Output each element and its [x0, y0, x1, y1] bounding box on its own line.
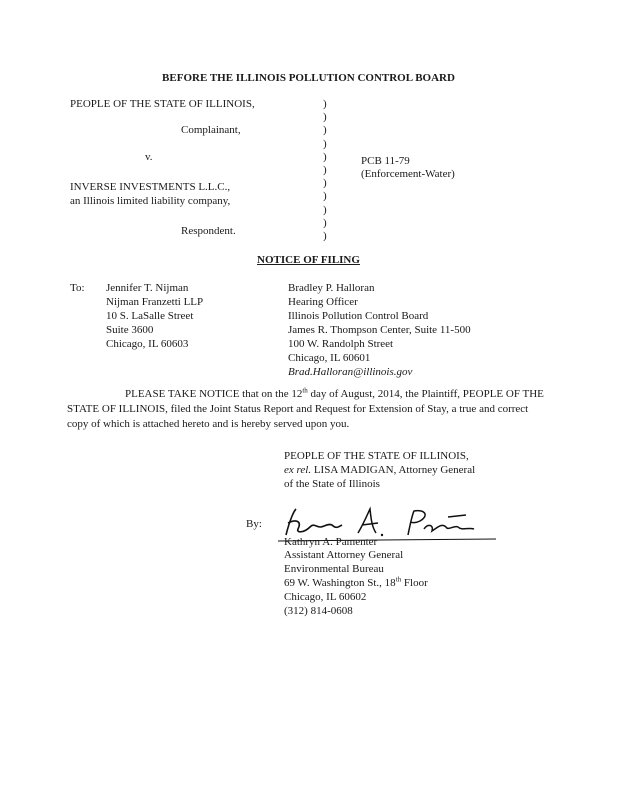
attorney-general-text: LISA MADIGAN, Attorney General [311, 464, 476, 476]
signature-party: PEOPLE OF THE STATE OF ILLINOIS, [284, 450, 469, 462]
signer-bureau: Environmental Bureau [284, 563, 384, 575]
recipient-email: Brad.Halloran@illinois.gov [288, 366, 413, 378]
body-text-start: PLEASE TAKE NOTICE that on the 12 [125, 388, 303, 400]
notice-title: NOTICE OF FILING [257, 254, 360, 266]
to-label: To: [70, 282, 85, 294]
recipient-left-line: Suite 3600 [106, 324, 154, 336]
recipient-right-line: Illinois Pollution Control Board [288, 310, 429, 322]
respondent-description: an Illinois limited liability company, [70, 195, 231, 207]
recipient-right-line: Hearing Officer [288, 296, 358, 308]
address-street: 69 W. Washington St., 18 [284, 577, 396, 589]
signature-ex-rel [284, 464, 475, 477]
notice-body-paragraph [67, 387, 547, 432]
document-heading: BEFORE THE ILLINOIS POLLUTION CONTROL BOARD [162, 72, 455, 84]
versus-label: v. [145, 151, 153, 163]
case-type: (Enforcement-Water) [361, 168, 455, 180]
signer-phone: (312) 814-0608 [284, 605, 353, 617]
signer-name: Kathryn A. Pamenter [284, 536, 378, 548]
signature-state: of the State of Illinois [284, 478, 380, 490]
recipient-left-line: 10 S. LaSalle Street [106, 310, 194, 322]
recipient-left-line: Jennifer T. Nijman [106, 282, 189, 294]
recipient-right-line: Bradley P. Halloran [288, 282, 375, 294]
signer-city: Chicago, IL 60602 [284, 591, 367, 603]
case-number: PCB 11-79 [361, 155, 410, 167]
recipient-left-line: Nijman Franzetti LLP [106, 296, 204, 308]
caption-bracket-column: ) ) ) ) ) ) ) ) ) ) ) [323, 98, 327, 242]
recipient-right-line: Chicago, IL 60601 [288, 352, 371, 364]
body-date-suffix: th [302, 386, 308, 395]
respondent-role: Respondent. [181, 225, 236, 237]
recipient-right-line: James R. Thompson Center, Suite 11-500 [288, 324, 471, 336]
recipient-left-line: Chicago, IL 60603 [106, 338, 189, 350]
complainant-role: Complainant, [181, 124, 241, 136]
signer-address [284, 577, 428, 590]
body-text-rest: day of August, 2014, the Plaintiff, PEOPLE OF THE STATE OF ILLINOIS, filed the Joint Status Report and Request for Extension of Stay, a true and correct copy of which is attached hereto and is hereby served upon you. [67, 388, 544, 430]
by-label: By: [246, 518, 262, 530]
recipient-right-line: 100 W. Randolph Street [288, 338, 394, 350]
respondent-party: INVERSE INVESTMENTS L.L.C., [70, 181, 231, 193]
signer-title: Assistant Attorney General [284, 549, 404, 561]
address-floor-suffix: th [395, 575, 402, 584]
ex-rel-text: ex rel. [284, 464, 312, 476]
complainant-party: PEOPLE OF THE STATE OF ILLINOIS, [70, 98, 255, 110]
address-floor: Floor [401, 577, 428, 589]
